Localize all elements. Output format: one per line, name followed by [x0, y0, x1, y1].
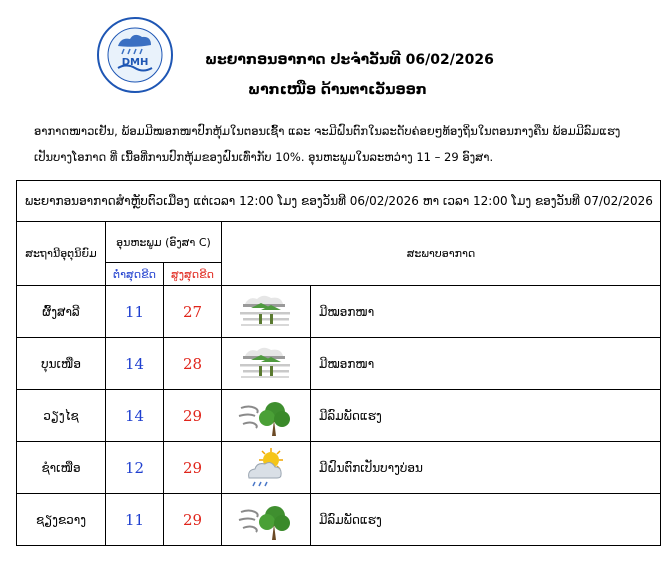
wind-tree-icon	[222, 390, 311, 442]
table-row	[17, 494, 661, 546]
page-title: ພະຍາກອນອາກາດ ປະຈຳວັນທີ 06/02/2026	[205, 52, 494, 68]
table-row	[17, 442, 661, 494]
city-name: ຊຳເໜືອ	[17, 442, 106, 494]
page-subtitle: ພາກເໜືອ ດ້ານຕາເວັນອອກ	[248, 82, 427, 98]
max-temp: 29	[164, 390, 222, 442]
col-header-max: ສູງສຸດຂີດ	[164, 263, 222, 286]
weather-desc: ມີໝອກໜາ	[311, 338, 661, 390]
city-name: ຊຽງຂວາງ	[17, 494, 106, 546]
min-temp: 14	[106, 390, 164, 442]
fog-icon	[222, 338, 311, 390]
dmh-logo	[96, 16, 174, 94]
col-header-min: ຕ່ຳສຸດຂີດ	[106, 263, 164, 286]
summary-line-1: ອາກາດໜາວເຢັນ, ພ້ອມມີໝອກໜາປົກຫຸ້ມໃນຕອນເຊົ້າ ແລະ ຈະມີຝົນຕົກໃນລະດັບຄ່ອຍໆທ້ອງຖິ່ນໃນຕອນກາງຄືນ ພ້ອມມີລົມແຮງ	[34, 124, 621, 138]
max-temp: 27	[164, 286, 222, 338]
col-header-weather: ສະພາບອາກາດ	[222, 222, 661, 286]
col-header-temp: ອຸນຫະພູມ (ອົງສາ C)	[106, 222, 222, 263]
weather-desc: ມີຝົນຕົກເປັນບາງບ່ອນ	[311, 442, 661, 494]
max-temp: 29	[164, 494, 222, 546]
col-header-city: ສະຖານີອຸຕຸນິຍົມ	[17, 222, 106, 286]
forecast-table	[16, 180, 661, 546]
city-name: ບຸນເໜືອ	[17, 338, 106, 390]
wind-tree-icon	[222, 494, 311, 546]
max-temp: 29	[164, 442, 222, 494]
summary-line-2: ເປັນບາງໂອກາດ ທີ່ ເນື້ອທີ່ການປົກຫຸ້ມຂອງຝົນເທົ່າກັບ 10%. ອຸນຫະພູມໃນລະຫວ່າງ 11 – 29 ອົງສາ.	[34, 150, 494, 164]
weather-desc: ມີລົມພັດແຮງ	[311, 390, 661, 442]
min-temp: 11	[106, 286, 164, 338]
min-temp: 11	[106, 494, 164, 546]
weather-desc: ມີໝອກໜາ	[311, 286, 661, 338]
table-caption: ພະຍາກອນອາກາດສຳຫຼັບຕົວເມືອງ ແຕ່ເວລາ 12:00 ໂມງ ຂອງວັນທີ 06/02/2026 ຫາ ເວລາ 12:00 ໂມງ ຂອງວັນທີ 07/02/2026	[17, 181, 661, 222]
table-row	[17, 390, 661, 442]
table-row	[17, 286, 661, 338]
max-temp: 28	[164, 338, 222, 390]
forecast-summary	[34, 118, 634, 170]
sun-cloud-rain-icon	[222, 442, 311, 494]
weather-desc: ມີລົມພັດແຮງ	[311, 494, 661, 546]
min-temp: 12	[106, 442, 164, 494]
city-name: ຜົ້ງສາລີ	[17, 286, 106, 338]
fog-icon	[222, 286, 311, 338]
svg-text:DMH: DMH	[121, 57, 149, 68]
min-temp: 14	[106, 338, 164, 390]
city-name: ວຽງໄຊ	[17, 390, 106, 442]
table-row	[17, 338, 661, 390]
